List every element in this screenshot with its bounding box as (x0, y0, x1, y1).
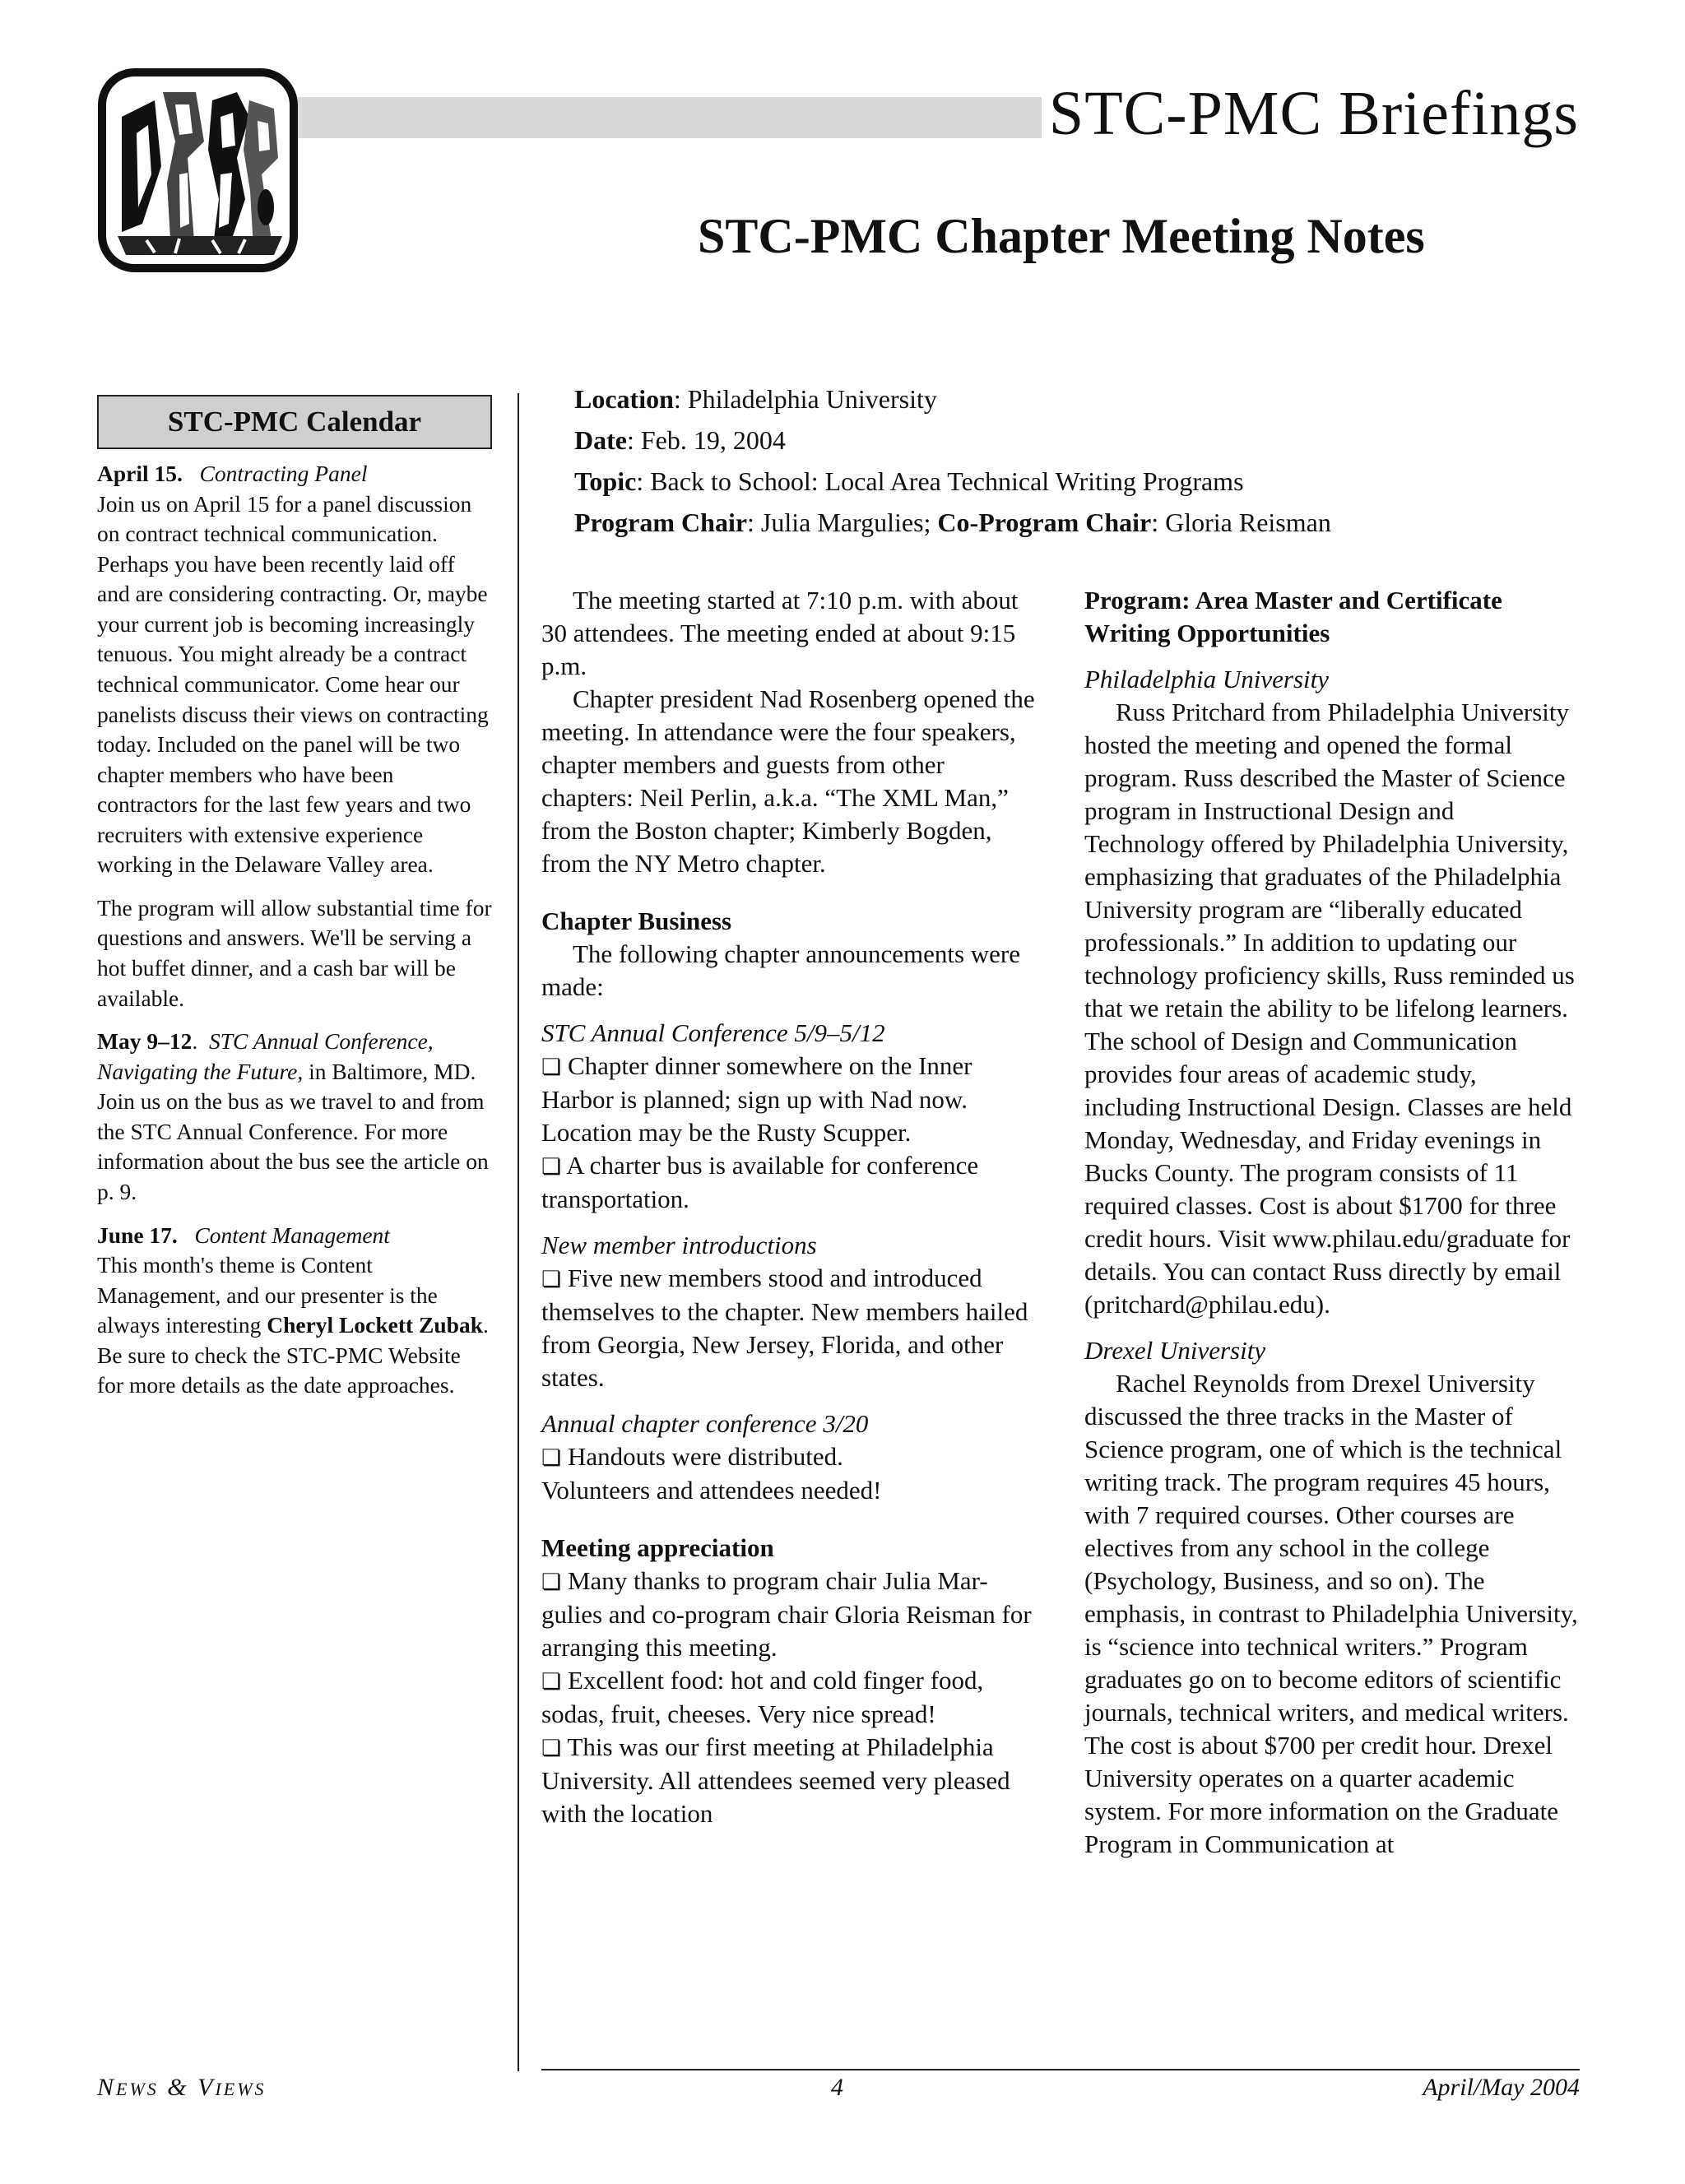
entry-date-period: . (192, 1028, 198, 1055)
column-divider (518, 393, 519, 2071)
paragraph: The following chapter announcements were made: (541, 939, 1021, 1001)
presenter-name: Cheryl Lockett Zubak (267, 1312, 483, 1338)
paragraph: Volunteers and attendees needed! (541, 1476, 882, 1505)
calendar-entry-may (97, 1027, 492, 1207)
footer-rule (541, 2069, 1580, 2070)
pub-smallcaps: EWS (116, 2079, 159, 2099)
subsection-heading: STC Annual Conference 5/9–5/12 (541, 1018, 885, 1047)
subsection-heading: Annual chapter conference 3/20 (541, 1409, 869, 1438)
section-heading: Chapter Business (541, 907, 732, 935)
calendar-entry-june (97, 1221, 492, 1401)
checkbox-bullet-icon: ❏ (541, 1570, 562, 1594)
meeting-location (574, 378, 1331, 420)
label: Topic (574, 466, 637, 496)
footer-publication-name (97, 2074, 267, 2102)
entry-date: April 15. (97, 461, 183, 486)
checkbox-bullet-icon: ❏ (541, 1154, 562, 1179)
meeting-info (574, 378, 1331, 543)
entry-body: This month's theme is Content Management, and our presenter is the always interesting (97, 1252, 438, 1338)
checkbox-bullet-icon: ❏ (541, 1055, 562, 1079)
label: Co-Program Chair (937, 508, 1152, 537)
entry-body-continued: The program will allow substantial time for questions and answers. We'll be serving a hot buffet dinner, and a cash bar will be available. (97, 894, 492, 1011)
value: : Feb. 19, 2004 (626, 425, 786, 455)
bullet-item (541, 1731, 1035, 1830)
subsection-heading: Drexel University (1084, 1336, 1266, 1365)
pub-amp: & (158, 2074, 198, 2101)
entry-date: May 9–12 (97, 1028, 193, 1055)
bullet-item (541, 1262, 1035, 1394)
bullet-text: Five new members stood and introduced themselves to the chapter. New members hailed from Georgia, New Jersey, Florida, and other states. (541, 1264, 1028, 1392)
checkbox-bullet-icon: ❏ (541, 1736, 562, 1760)
paragraph: Chapter president Nad Rosenberg opened the meeting. In attendance were the four speakers, chapter members and guests from other chapters: Neil Perlin, a.k.a. “The XML Man,” from the Boston chapter; Kimberly Bogden, from the NY Metro chapter. (541, 684, 1035, 878)
value: : Philadelphia University (673, 384, 937, 414)
label: Location (574, 384, 674, 414)
pub-smallcaps: IEWS (215, 2079, 267, 2099)
issue-date: April/May 2004 (1423, 2074, 1580, 2101)
section-heading: Program: Area Master and Certificate Writing Opportunities (1084, 586, 1502, 647)
value: : Back to School: Local Area Technical Writing Programs (636, 466, 1244, 496)
entry-title: Content Management (194, 1222, 390, 1248)
entry-date: June 17. (97, 1222, 178, 1248)
page-number: 4 (831, 2074, 843, 2101)
bullet-text: Excellent food: hot and cold finger food, sodas, fruit, cheeses. Very nice spread! (541, 1666, 984, 1728)
bullet-text: Many thanks to program chair Julia Mar-gulies and co-program chair Gloria Reisman for arranging this meeting. (541, 1566, 1032, 1662)
calendar-sidebar (97, 395, 492, 1414)
paragraph: Rachel Reynolds from Drexel University discussed the three tracks in the Master of Science program, one of which is the technical writing track. The program requires 45 hours, with 7 required courses. Other courses are electives from any school in the college (Psychology, Business, and so on). The emphasis, in contrast to Philadelphia University, is “science into technical writers.” Program graduates go on to become editors of scientific journals, technical writers, and medical writers. The cost is about $700 per credit hour. Drexel University operates on a quarter academic system. For more information on the Graduate Program in Communication at (1084, 1369, 1578, 1858)
value: : Gloria Reisman (1151, 508, 1331, 537)
entry-body: in Baltimore, MD. Join us on the bus as we travel to and from the STC Annual Conference. For more information about the bus see the article on p. 9. (97, 1058, 489, 1204)
pub-initial: V (197, 2074, 216, 2101)
bullet-item (541, 1050, 1035, 1149)
header-bar (298, 97, 1042, 138)
pub-initial: N (97, 2074, 117, 2101)
paragraph: The meeting started at 7:10 p.m. with about 30 attendees. The meeting ended at about 9:15 p.m. (541, 586, 1019, 680)
checkbox-bullet-icon: ❏ (541, 1267, 562, 1291)
entry-body-end: . Be sure to check the STC-PMC Website for more details as the date approaches. (97, 1312, 489, 1398)
entry-body: Join us on April 15 for a panel discussion on contract technical communication. Perhaps you have been recently laid off and are considering contracting. Or, maybe your current job is becoming increasingly tenuous. You might already be a contract technical communicator. Come hear our panelists discuss their views on contracting today. Included on the panel will be two chapter members who have been contractors for the last few years and two recruiters with extensive experience working in the Delaware Valley area. (97, 490, 489, 878)
bullet-item (541, 1664, 1035, 1731)
entry-title: STC Annual Conference, Navigating the Future, (97, 1028, 434, 1084)
subsection-heading: Philadelphia University (1084, 665, 1330, 693)
entry-title: Contracting Panel (199, 461, 368, 486)
bullet-text: A charter bus is available for conference transportation. (541, 1151, 979, 1213)
section-heading: Meeting appreciation (541, 1533, 774, 1562)
bullet-text: This was our first meeting at Philadelphia University. All attendees seemed very pleased with the location (541, 1732, 1010, 1828)
value: : Julia Margulies; (747, 508, 938, 537)
label: Date (574, 425, 627, 455)
stc-pmc-logo-icon (97, 67, 299, 273)
bullet-item (541, 1149, 1035, 1216)
checkbox-bullet-icon: ❏ (541, 1445, 562, 1470)
label: Program Chair (574, 508, 748, 537)
article-column-left (541, 584, 1035, 1830)
checkbox-bullet-icon: ❏ (541, 1669, 562, 1694)
bullet-text: Chapter dinner somewhere on the Inner Harbor is planned; sign up with Nad now. Location may be the Rusty Scupper. (541, 1051, 972, 1147)
meeting-date (574, 420, 1331, 461)
meeting-chairs (574, 502, 1331, 543)
article-column-right (1084, 584, 1578, 1861)
calendar-entry-april (97, 459, 492, 880)
bullet-item (541, 1565, 1035, 1664)
subsection-heading: New member introductions (541, 1231, 817, 1259)
briefings-title: STC-PMC Briefings (1048, 79, 1579, 148)
bullet-text: Handouts were distributed. (561, 1442, 843, 1471)
paragraph: Russ Pritchard from Philadelphia University hosted the meeting and opened the formal program. Russ described the Master of Science program in Instructional Design and Technology offered by Philadelphia University, emphasizing that graduates of the Philadelphia University program are “liberally educated professionals.” In addition to updating our technology proficiency skills, Russ reminded us that we retain the ability to be lifelong learners. The school of Design and Communication provides four areas of academic study, including Instructional Design. Classes are held Monday, Wednesday, and Friday evenings in Bucks County. The program consists of 11 required classes. Cost is about $1700 for three credit hours. Visit www.philau.edu/graduate for details. You can contact Russ directly by email (pritchard@philau.edu). (1084, 698, 1575, 1319)
calendar-title: STC-PMC Calendar (97, 395, 492, 449)
meeting-topic (574, 461, 1331, 502)
bullet-item (541, 1440, 1035, 1474)
page-title: STC-PMC Chapter Meeting Notes (698, 209, 1425, 263)
